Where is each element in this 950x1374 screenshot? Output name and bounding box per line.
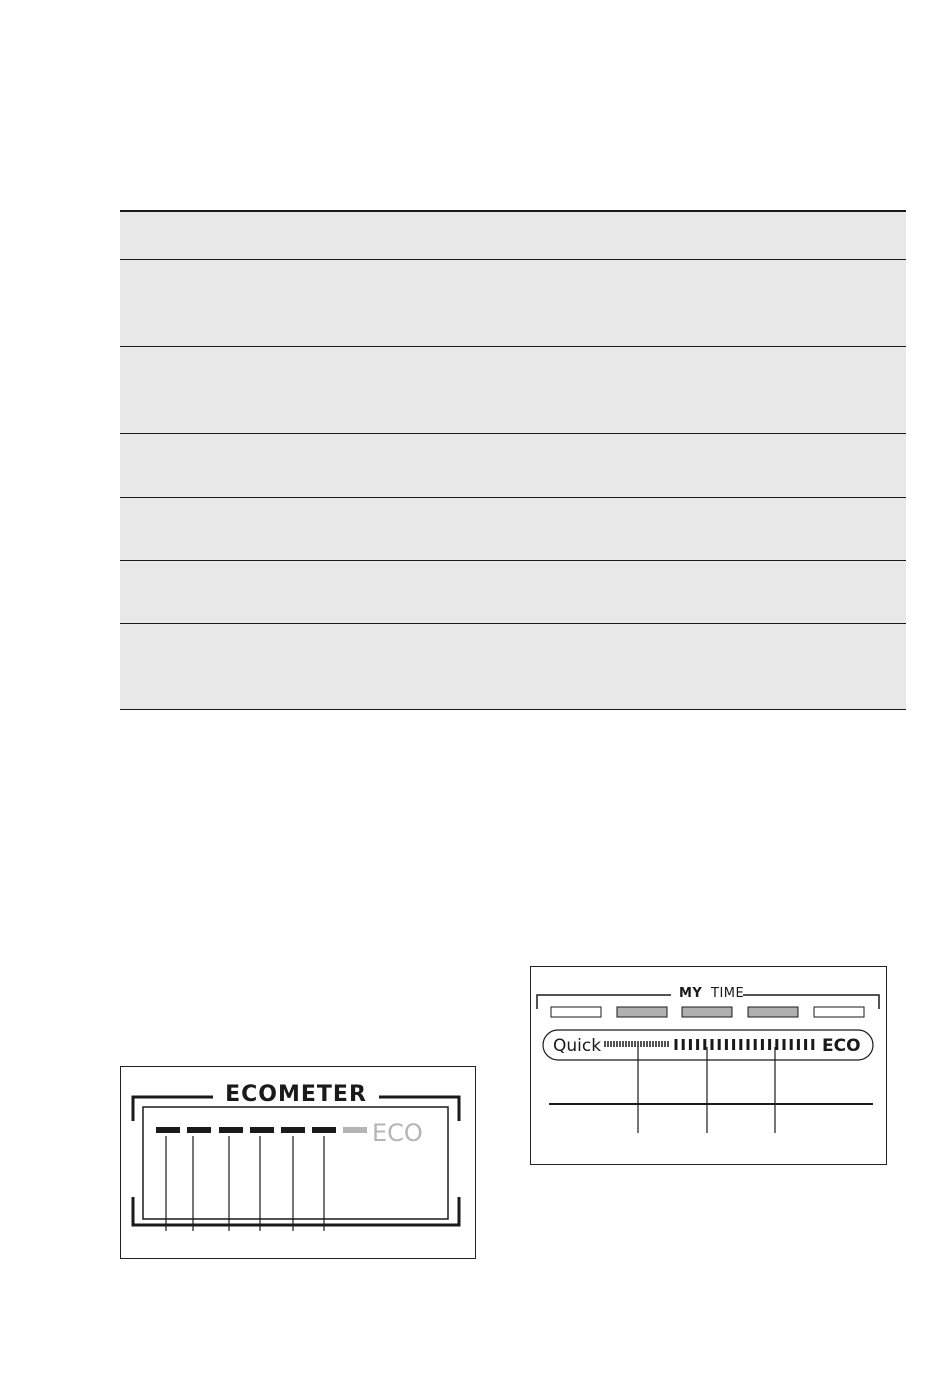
mytime-diagram — [531, 967, 886, 1164]
ecometer-bar-3 — [219, 1127, 243, 1133]
ecometer-panel — [120, 1066, 476, 1259]
ecometer-bar-5 — [281, 1127, 305, 1133]
ecometer-leader-lines — [166, 1136, 324, 1231]
mytime-quick-label: Quick — [553, 1036, 602, 1056]
table-row — [120, 498, 906, 561]
mytime-box-3 — [682, 1007, 732, 1017]
ecometer-bar-6 — [312, 1127, 336, 1133]
mytime-title-regular: TIME — [711, 986, 745, 1001]
mytime-title-bold: MY — [679, 986, 703, 1001]
ecometer-bars — [156, 1127, 367, 1133]
ecometer-title: ECOMETER — [225, 1082, 367, 1107]
ecometer-eco-label: ECO — [372, 1119, 423, 1147]
table-row — [120, 624, 906, 710]
ecometer-bar-4 — [250, 1127, 274, 1133]
mytime-panel — [530, 966, 887, 1165]
mytime-eco-label: ECO — [822, 1036, 861, 1056]
ecometer-diagram — [121, 1067, 475, 1258]
settings-table — [120, 210, 906, 710]
mytime-box-4 — [748, 1007, 798, 1017]
mytime-boxes — [551, 1007, 864, 1017]
mytime-box-1 — [551, 1007, 601, 1017]
mytime-ticks — [605, 1039, 813, 1050]
ecometer-bar-1 — [156, 1127, 180, 1133]
svg-text:MY TIME — [679, 986, 744, 1001]
table-row — [120, 561, 906, 624]
ecometer-bar-dim — [343, 1127, 367, 1133]
mytime-box-5 — [814, 1007, 864, 1017]
table-row — [120, 347, 906, 434]
mytime-box-2 — [617, 1007, 667, 1017]
table-row — [120, 260, 906, 347]
table-row — [120, 212, 906, 260]
table-row — [120, 434, 906, 498]
ecometer-bar-2 — [187, 1127, 211, 1133]
